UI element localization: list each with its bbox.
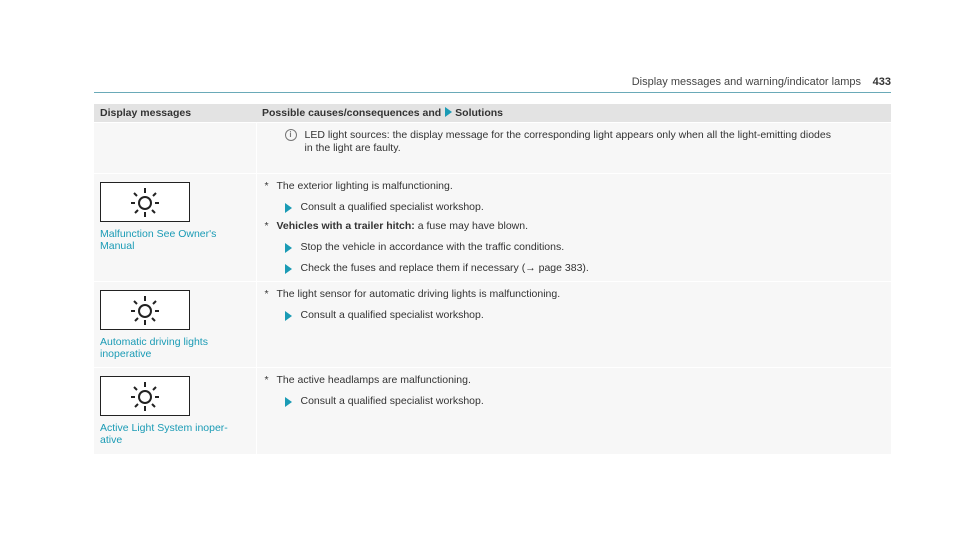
lamp-malfunction-icon xyxy=(100,182,190,222)
table-row xyxy=(94,174,891,282)
info-line-1: LED light sources: the display message for the corresponding light appears only when all the light-emitting diodes xyxy=(304,129,831,141)
page-header xyxy=(94,76,891,93)
arrow-right-icon xyxy=(285,264,292,274)
empty-cell xyxy=(94,123,256,174)
solution-cell xyxy=(256,282,891,368)
step-text: Consult a qualified specialist workshop. xyxy=(300,309,484,321)
lamp-malfunction-icon-svg xyxy=(128,185,162,219)
step-text: Check the fuses and replace them if necessary ( xyxy=(300,262,526,274)
message-label-line-2: ative xyxy=(100,434,123,446)
page-reference-link[interactable]: page 383). xyxy=(535,262,589,274)
col-header-display-messages: Display messages xyxy=(94,104,256,123)
bullet: * xyxy=(264,288,269,300)
message-cell xyxy=(94,282,256,368)
message-cell xyxy=(94,174,256,282)
col-header-causes-text: Possible causes/consequences and xyxy=(262,107,442,119)
message-label-line-2: inoperative xyxy=(100,348,152,360)
info-cell xyxy=(256,123,891,174)
cause-item xyxy=(263,220,885,233)
arrow-right-icon xyxy=(285,397,292,407)
arrow-right-icon xyxy=(285,311,292,321)
info-line-2: in the light are faulty. xyxy=(304,142,401,154)
bullet: * xyxy=(264,180,269,192)
cause-item xyxy=(263,288,885,301)
table-row xyxy=(94,368,891,455)
lamp-malfunction-icon-svg xyxy=(128,293,162,327)
solution-cell xyxy=(256,368,891,455)
message-label xyxy=(100,228,250,252)
lamp-malfunction-icon xyxy=(100,376,190,416)
message-label-line-2: Manual xyxy=(100,240,135,252)
col-header-solutions-text: Solutions xyxy=(455,107,504,119)
cause-text: The active headlamps are malfunctioning. xyxy=(276,374,471,386)
arrow-right-icon xyxy=(285,243,292,253)
step-text: Stop the vehicle in accordance with the traffic conditions. xyxy=(300,241,565,253)
arrow-right-icon xyxy=(285,203,292,213)
message-label xyxy=(100,336,250,360)
info-icon: i xyxy=(285,129,297,141)
table-row-info xyxy=(94,123,891,174)
cause-item xyxy=(263,374,885,387)
page-number: 433 xyxy=(872,76,891,88)
message-label-line-1: Malfunction See Owner's xyxy=(100,228,217,240)
message-label xyxy=(100,422,250,446)
lamp-malfunction-icon xyxy=(100,290,190,330)
step-item xyxy=(263,262,885,275)
bullet: * xyxy=(264,374,269,386)
message-label-line-1: Active Light System inoper- xyxy=(100,422,228,434)
solution-cell xyxy=(256,174,891,282)
display-messages-table xyxy=(94,104,892,454)
info-note xyxy=(263,129,885,155)
step-item xyxy=(263,309,885,322)
message-label-line-1: Automatic driving lights xyxy=(100,336,208,348)
lamp-malfunction-icon-svg xyxy=(128,379,162,413)
cause-item xyxy=(263,180,885,193)
step-item xyxy=(263,241,885,254)
step-item xyxy=(263,395,885,408)
message-cell xyxy=(94,368,256,455)
page-ref-arrow-icon: → xyxy=(525,262,536,274)
step-item xyxy=(263,201,885,214)
cause-text: The light sensor for automatic driving lights is malfunctioning. xyxy=(276,288,561,300)
col-header-causes-solutions xyxy=(256,104,891,123)
cause-text: a fuse may have blown. xyxy=(414,220,529,232)
step-text: Consult a qualified specialist workshop. xyxy=(300,201,484,213)
header-title: Display messages and warning/indicator lamps xyxy=(631,76,861,88)
table-row xyxy=(94,282,891,368)
table-header-row xyxy=(94,104,891,123)
cause-bold-text: Vehicles with a trailer hitch: xyxy=(276,220,415,232)
cause-text: The exterior lighting is malfunctioning. xyxy=(276,180,453,192)
arrow-right-icon xyxy=(445,107,452,117)
step-text: Consult a qualified specialist workshop. xyxy=(300,395,484,407)
bullet: * xyxy=(264,220,269,232)
